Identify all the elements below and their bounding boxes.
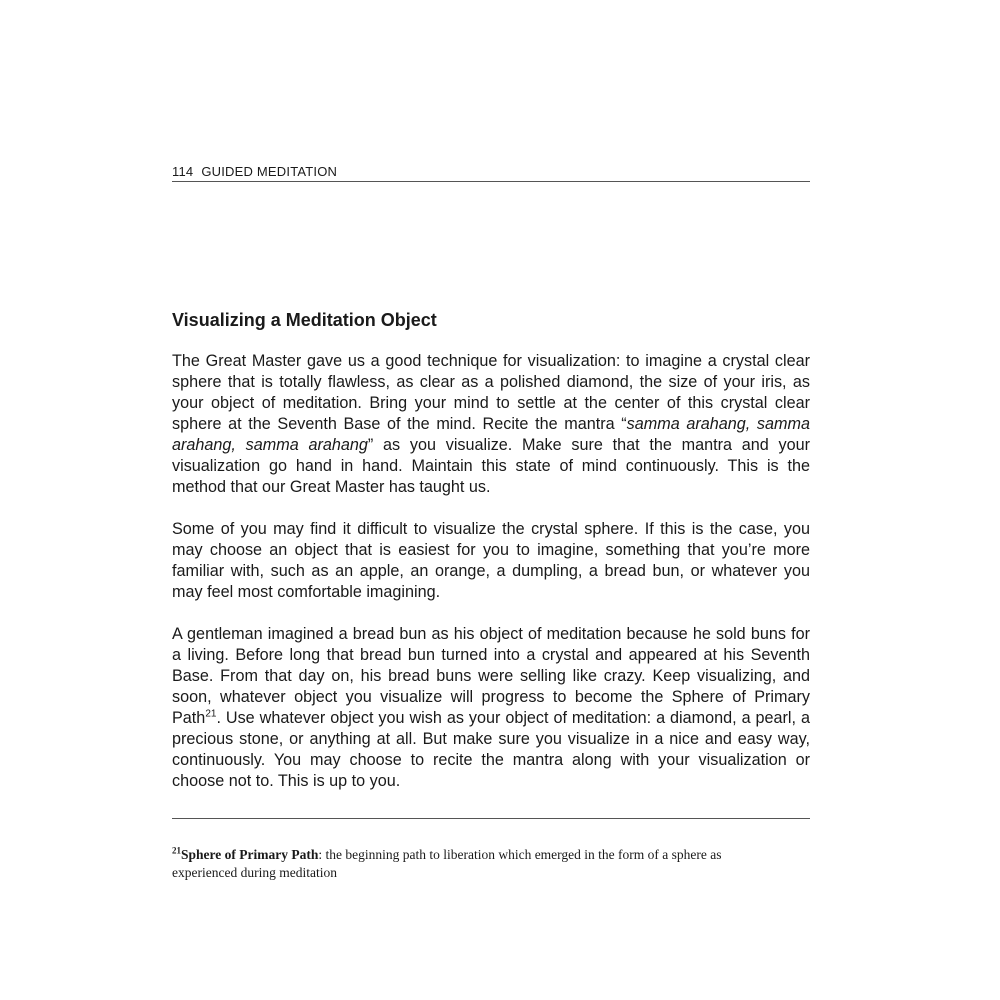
footnote-term: Sphere of Primary Path <box>181 847 319 862</box>
footnote-divider <box>172 818 810 819</box>
paragraph-1-text: The Great Master gave us a good technique for visualization: to imagine a crystal clear sphere that is totally flawless, as clear as a polished diamond, the size of your iris, as your object of meditation. Bring your mind to settle at the center of this crystal clear sphere at the Seventh Base of the mind. Recite the mantra “ <box>172 352 810 433</box>
footnote <box>172 846 772 882</box>
section-title: Visualizing a Meditation Object <box>172 310 437 330</box>
page-number: 114 <box>172 164 194 179</box>
footnote-reference[interactable]: 21 <box>205 708 217 720</box>
footnote-number: 21 <box>172 845 181 856</box>
paragraph-3-text: A gentleman imagined a bread bun as his object of meditation because he sold buns for a living. Before long that bread bun turned into a crystal and appeared at his Seventh Base. From that day on, his bread buns were selling like crazy. Keep visualizing, and soon, whatever object you visualize will progress to become the Sphere of Primary Path <box>172 625 810 727</box>
mantra-text: samma arahang, samma arahang, samma arahang <box>172 415 810 454</box>
running-title: GUIDED MEDITATION <box>201 164 338 179</box>
paragraph-1-text-end: ” as you visualize. Make sure that the mantra and your visualization go hand in hand. Maintain this state of mind continuously. This is the method that our Great Master has taught us. <box>172 436 811 496</box>
paragraph-2: Some of you may find it difficult to visualize the crystal sphere. If this is the case, you may choose an object that is easiest for you to imagine, something that you’re more familiar with, such as an apple, an orange, a dumpling, a bread bun, or whatever you may feel most comfortable imagining. <box>172 520 810 601</box>
paragraph-1 <box>172 351 810 498</box>
footnote-definition: : the beginning path to liberation which emerged in the form of a sphere as experienced during meditation <box>172 847 722 880</box>
paragraph-3-text-end: . Use whatever object you wish as your object of meditation: a diamond, a pearl, a precious stone, or anything at all. But make sure you visualize in a nice and easy way, continuously. You may choose to recite the mantra along with your visualization or choose not to. This is up to you. <box>172 709 810 790</box>
running-head <box>172 163 810 182</box>
body-text <box>172 351 810 813</box>
paragraph-3 <box>172 624 810 792</box>
book-page <box>172 0 810 1000</box>
